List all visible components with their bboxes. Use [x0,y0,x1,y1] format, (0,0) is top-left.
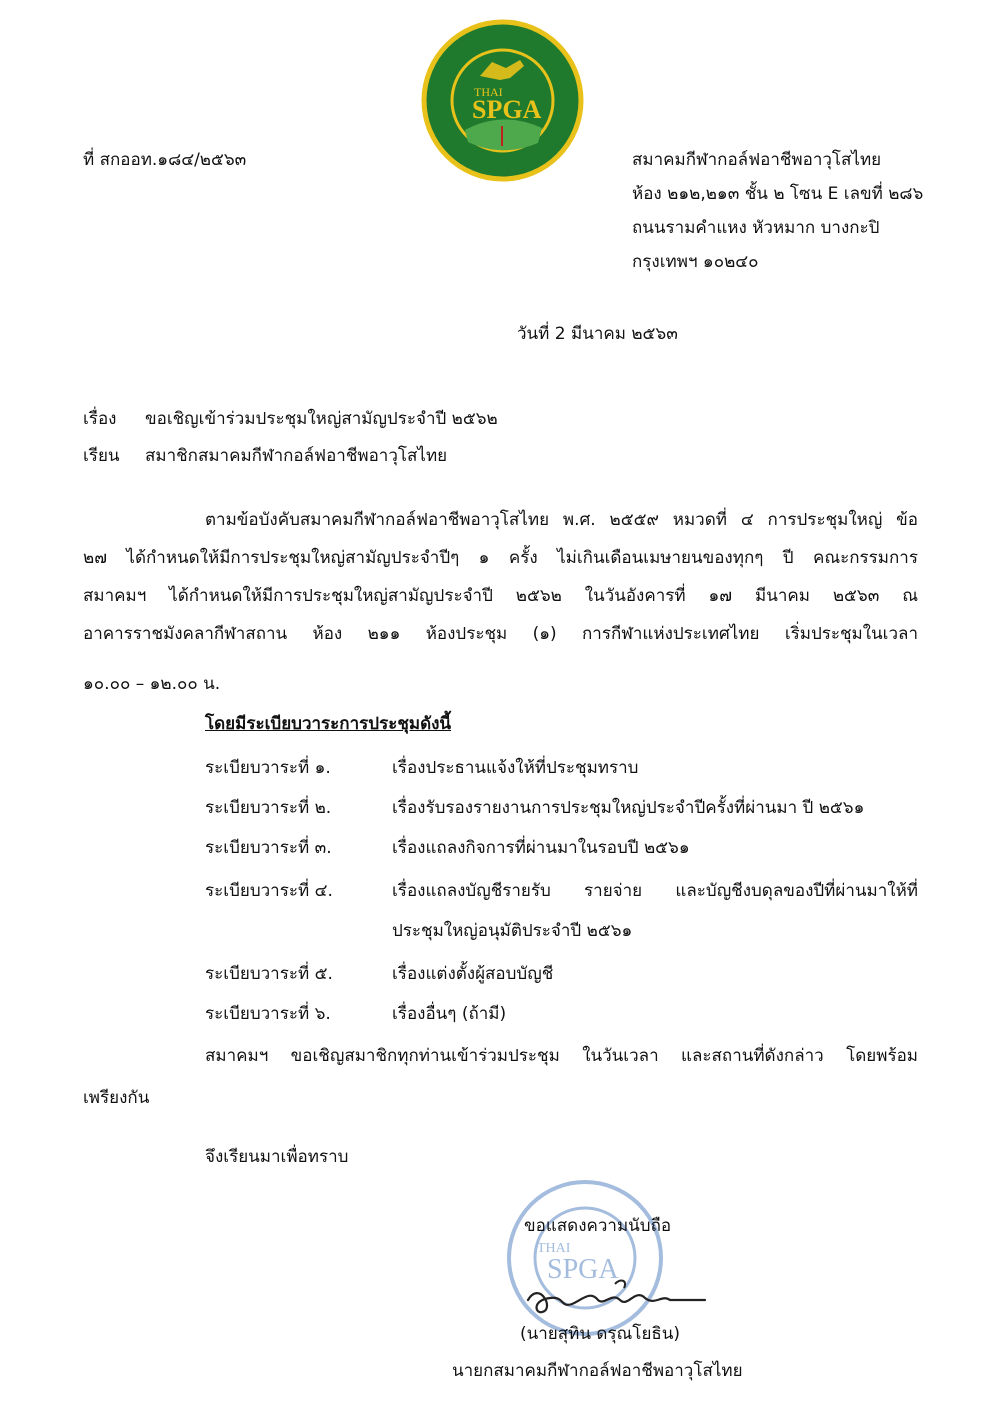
agenda-item-text: เรื่องรับรองรายงานการประชุมใหญ่ประจำปีครั้งที่ผ่านมา ปี ๒๕๖๑ [392,798,865,818]
agenda-item-text: เรื่องประธานแจ้งให้ที่ประชุมทราบ [392,758,639,778]
agenda-item-label: ระเบียบวาระที่ ๖. [205,1004,331,1024]
agenda-item-label: ระเบียบวาระที่ ๔. [205,881,333,901]
letter-date: วันที่ 2 มีนาคม ๒๕๖๓ [517,324,678,344]
invitation-line: เพรียงกัน [83,1088,150,1108]
regards-text: ขอแสดงความนับถือ [524,1216,672,1236]
paragraph-line: ตามข้อบังคับสมาคมกีฬากอล์ฟอาชีพอาวุโสไทย พ.ศ. ๒๕๕๙ หมวดที่ ๔ การประชุมใหญ่ ข้อ [205,510,918,530]
paragraph-line: ๑๐.๐๐ – ๑๒.๐๐ น. [83,674,221,694]
paragraph-line: อาคารราชมังคลากีฬาสถาน ห้อง ๒๑๑ ห้องประชุม (๑) การกีฬาแห่งประเทศไทย เริ่มประชุมในเวลา [83,624,918,644]
agenda-item-label: ระเบียบวาระที่ ๕. [205,964,333,984]
subject-text: ขอเชิญเข้าร่วมประชุมใหญ่สามัญประจำปี ๒๕๖๒ [145,409,498,429]
agenda-heading: โดยมีระเบียบวาระการประชุมดังนี้ [205,714,452,734]
agenda-item-label: ระเบียบวาระที่ ๓. [205,838,332,858]
to-label: เรียน [83,446,120,466]
handwritten-signature [520,1270,710,1320]
svg-text:THAI: THAI [537,1241,571,1256]
agenda-item-continuation: ประชุมใหญ่อนุมัติประจำปี ๒๕๖๑ [392,921,633,941]
agenda-item-text: เรื่องแถลงบัญชีรายรับ รายจ่าย และบัญชีงบดุลของปีที่ผ่านมาให้ที่ [392,881,918,901]
signatory-name: (นายสุทิน ดรุณโยธิน) [520,1324,681,1344]
agenda-item-text: เรื่องแถลงกิจการที่ผ่านมาในรอบปี ๒๕๖๑ [392,838,690,858]
logo-text-thai: THAI [474,85,503,99]
address-line: กรุงเทพฯ ๑๐๒๔๐ [632,252,759,272]
paragraph-line: ๒๗ ได้กำหนดให้มีการประชุมใหญ่สามัญประจำปีๆ ๑ ครั้ง ไม่เกินเดือนเมษายนของทุกๆ ปี คณะกรรมการ [83,548,918,568]
reference-number: ที่ สกออท.๑๘๔/๒๕๖๓ [83,150,247,170]
address-line: สมาคมกีฬากอล์ฟอาชีพอาวุโสไทย [632,150,882,170]
svg-text:SPGA: SPGA [547,1254,619,1285]
signatory-position: นายกสมาคมกีฬากอล์ฟอาชีพอาวุโสไทย [452,1361,743,1381]
spga-logo [420,18,585,183]
agenda-item-label: ระเบียบวาระที่ ๑. [205,758,331,778]
subject-label: เรื่อง [83,409,117,429]
agenda-item-text: เรื่องอื่นๆ (ถ้ามี) [392,1004,507,1024]
address-line: ห้อง ๒๑๒,๒๑๓ ชั้น ๒ โซน E เลขที่ ๒๘๖ [632,184,924,204]
to-text: สมาชิกสมาคมกีฬากอล์ฟอาชีพอาวุโสไทย [145,446,448,466]
agenda-item-label: ระเบียบวาระที่ ๒. [205,798,332,818]
address-line: ถนนรามคำแหง หัวหมาก บางกะปิ [632,218,880,238]
logo-text-spga: SPGA [472,95,542,124]
invitation-line: สมาคมฯ ขอเชิญสมาชิกทุกท่านเข้าร่วมประชุม ในวันเวลา และสถานที่ดังกล่าว โดยพร้อม [205,1046,918,1066]
closing-line: จึงเรียนมาเพื่อทราบ [205,1147,349,1167]
agenda-item-text: เรื่องแต่งตั้งผู้สอบบัญชี [392,964,554,984]
paragraph-line: สมาคมฯ ได้กำหนดให้มีการประชุมใหญ่สามัญประจำปี ๒๕๖๒ ในวันอังคารที่ ๑๗ มีนาคม ๒๕๖๓ ณ [83,586,918,606]
